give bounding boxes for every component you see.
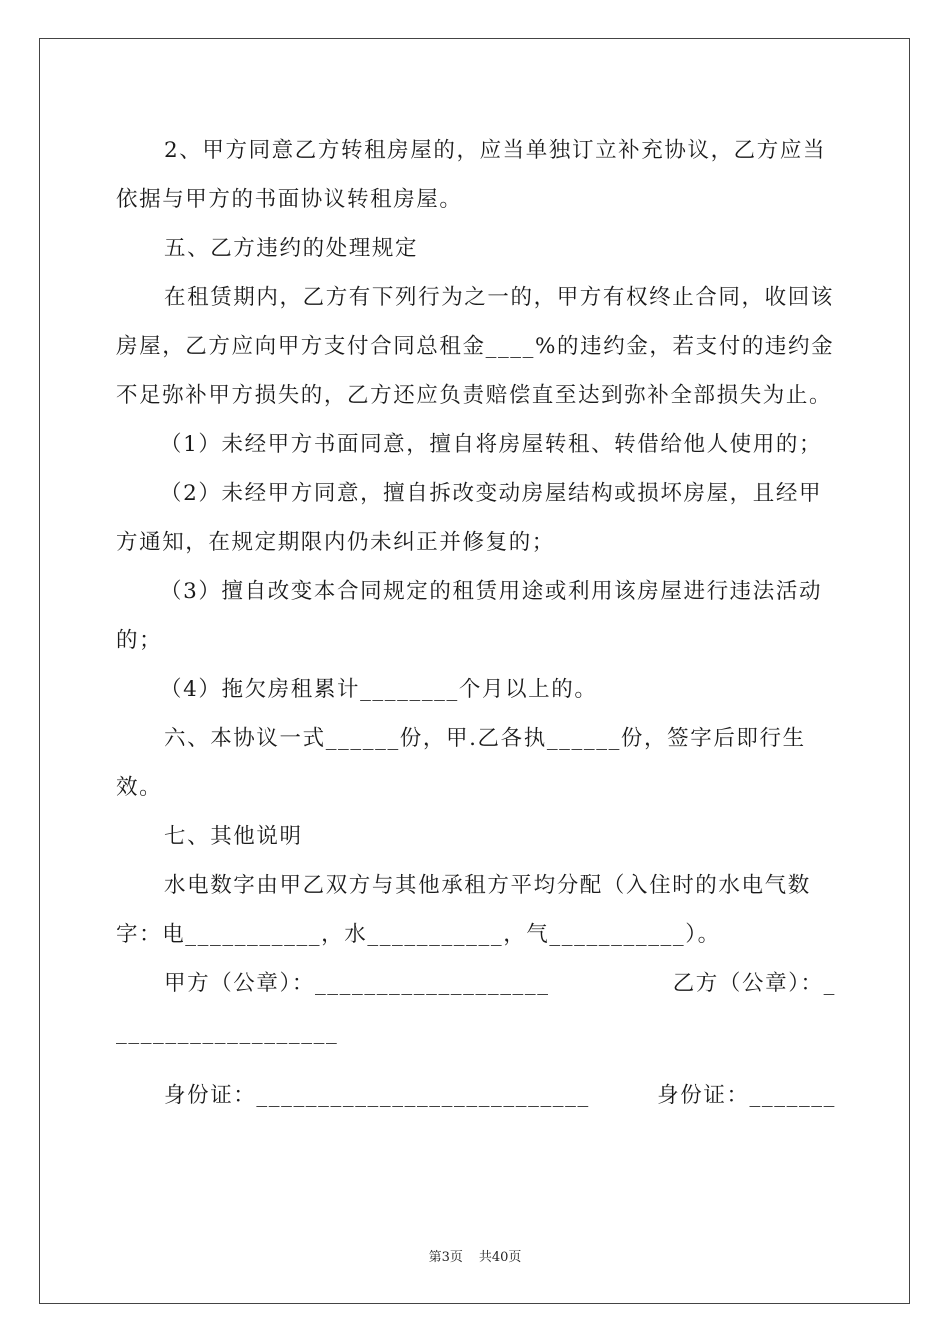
party-b-id-field: 身份证：_______: [657, 1083, 836, 1108]
party-a-seal-field: 甲方（公章）：___________________: [164, 971, 550, 996]
signature-seal-row: [116, 959, 836, 1008]
page-number: 第3页: [428, 1250, 463, 1265]
list-item-breach-3: （3）擅自改变本合同规定的租赁用途或利用该房屋进行违法活动的；: [116, 579, 823, 653]
page-footer: [0, 1246, 950, 1265]
list-item-breach-1: （1）未经甲方书面同意，擅自将房屋转租、转借给他人使用的；: [160, 432, 823, 457]
list-item-breach-2: （2）未经甲方同意，擅自拆改变动房屋结构或损坏房屋，且经甲方通知，在规定期限内仍未纠正并修复的；: [116, 481, 823, 555]
page-total: 共40页: [478, 1250, 522, 1265]
document-body: [116, 126, 836, 1120]
paragraph-utilities: 水电数字由甲乙双方与其他承租方平均分配（入住时的水电气数字：电___________，水___________，气___________）。: [116, 873, 811, 947]
party-a-id-field: 身份证：___________________________: [164, 1083, 590, 1108]
signature-id-row: [116, 1071, 836, 1120]
paragraph-breach-terms: 在租赁期内，乙方有下列行为之一的，甲方有权终止合同，收回该房屋，乙方应向甲方支付合同总租金____%的违约金，若支付的违约金不足弥补甲方损失的，乙方还应负责赔偿直至达到弥补全部损失为止。: [116, 285, 835, 408]
section-heading-other: 七、其他说明: [164, 824, 303, 849]
party-b-seal-field: 乙方（公章）：_: [672, 971, 836, 996]
section-copies-clause: 六、本协议一式______份，甲.乙各执______份，签字后即行生效。: [116, 726, 806, 800]
list-item-breach-4: （4）拖欠房租累计________个月以上的。: [160, 677, 598, 702]
party-b-seal-continuation: __________________: [116, 1020, 339, 1045]
paragraph-sublet-clause: 2、甲方同意乙方转租房屋的，应当单独订立补充协议，乙方应当依据与甲方的书面协议转租房屋。: [116, 138, 827, 212]
section-heading-breach: 五、乙方违约的处理规定: [164, 236, 419, 261]
